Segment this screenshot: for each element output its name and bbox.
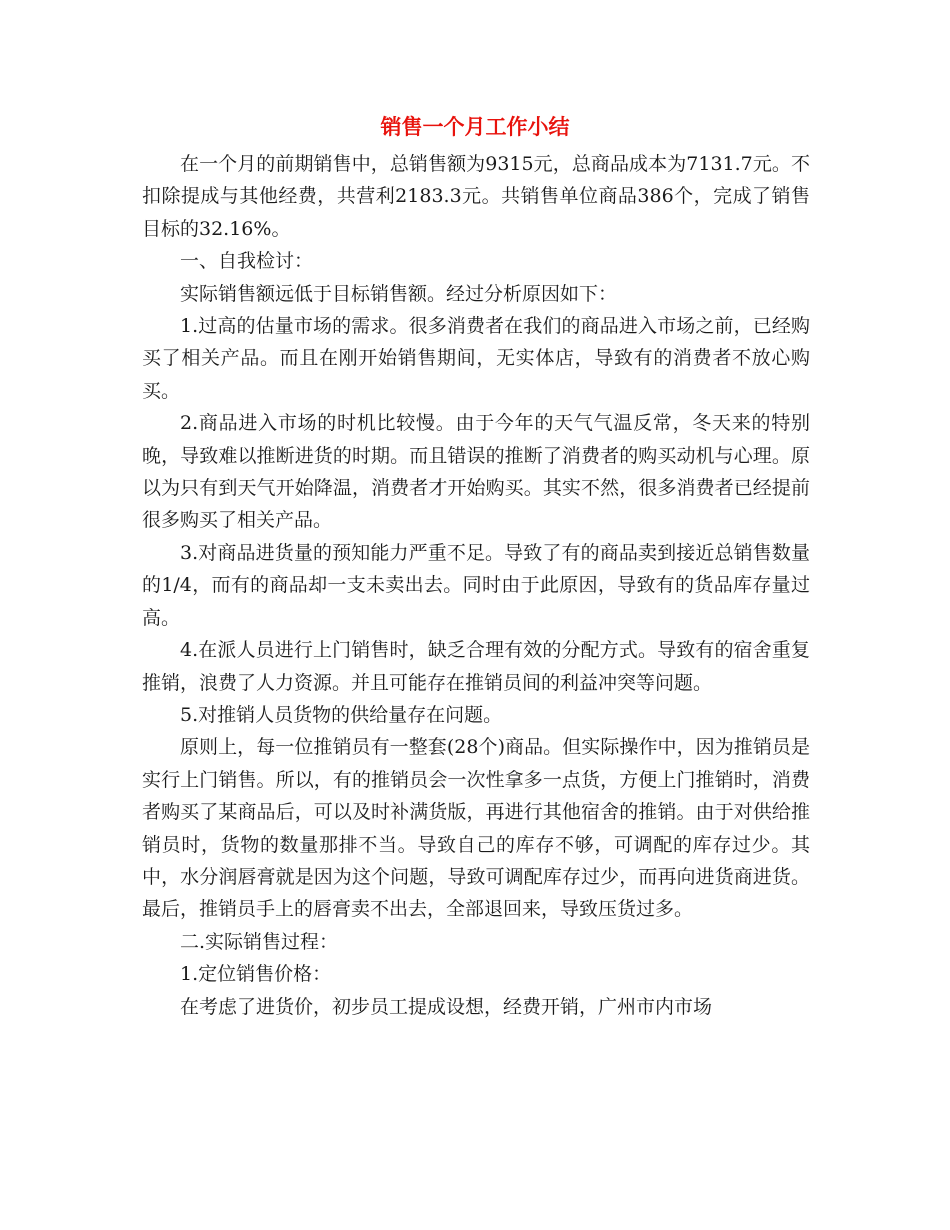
paragraph-reason-2: 2.商品进入市场的时机比较慢。由于今年的天气气温反常，冬天来的特别晚，导致难以推断进货的时期。而且错误的推断了消费者的购买动机与心理。原以为只有到天气开始降温，消费者才开始购买。其实不然，很多消费者已经提前很多购买了相关产品。 — [142, 412, 810, 532]
paragraph-reason-5-detail: 原则上，每一位推销员有一整套(28个)商品。但实际操作中，因为推销员是实行上门销售。所以，有的推销员会一次性拿多一点货，方便上门推销时，消费者购买了某商品后，可以及时补满货版，再进行其他宿舍的推销。由于对供给推销员时，货物的数量那排不当。导致自己的库存不够，可调配的库存过少。其中，水分润唇膏就是因为这个问题，导致可调配库存过少，而再向进货商进货。最后，推销员手上的唇膏卖不出去，全部退回来，导致压货过多。 — [142, 736, 810, 921]
paragraph-reason-5: 5.对推销人员货物的供给量存在问题。 — [180, 703, 503, 726]
section-heading-self-review: 一、自我检讨： — [180, 250, 314, 273]
paragraph-reason-4: 4.在派人员进行上门销售时，缺乏合理有效的分配方式。导致有的宿舍重复推销，浪费了人力资源。并且可能存在推销员间的利益冲突等问题。 — [142, 639, 810, 694]
paragraph-pricing: 在考虑了进货价，初步员工提成设想，经费开销，广州市内市场 — [180, 995, 713, 1018]
paragraph-analysis-intro: 实际销售额远低于目标销售额。经过分析原因如下： — [180, 282, 618, 305]
document-body — [142, 148, 810, 1023]
subheading-pricing: 1.定位销售价格： — [180, 963, 332, 986]
section-heading-sales-process: 二.实际销售过程： — [180, 930, 339, 953]
paragraph-reason-3: 3.对商品进货量的预知能力严重不足。导致了有的商品卖到接近总销售数量的1/4，而有的商品却一支未卖出去。同时由于此原因，导致有的货品库存量过高。 — [142, 541, 810, 629]
document-title: 销售一个月工作小结 — [380, 115, 570, 139]
paragraph-summary: 在一个月的前期销售中，总销售额为9315元，总商品成本为7131.7元。不扣除提成与其他经费，共营利2183.3元。共销售单位商品386个，完成了销售目标的32.16%。 — [142, 153, 810, 240]
paragraph-reason-1: 1.过高的估量市场的需求。很多消费者在我们的商品进入市场之前，已经购买了相关产品。而且在刚开始销售期间，无实体店，导致有的消费者不放心购买。 — [142, 315, 810, 402]
